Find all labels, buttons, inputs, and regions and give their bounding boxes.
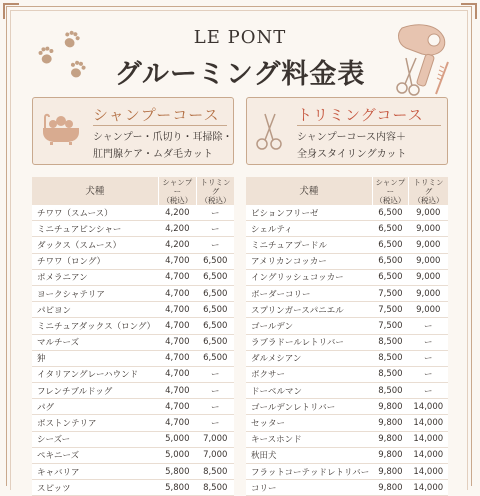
- table-row: [246, 221, 448, 237]
- breed-cell: ボストンテリア: [32, 415, 158, 431]
- trimming-course-description: [297, 129, 407, 163]
- trimming-price-cell: ー: [196, 383, 234, 399]
- table-row: [246, 334, 448, 350]
- shampoo-price-cell: 9,800: [372, 464, 408, 480]
- column-header-breed: 犬種: [32, 177, 158, 205]
- breed-cell: チワワ（スムース）: [32, 205, 158, 221]
- breed-cell: アメリカンコッカー: [246, 253, 372, 269]
- shampoo-price-cell: 6,500: [372, 237, 408, 253]
- breed-cell: イタリアングレーハウンド: [32, 366, 158, 382]
- table-row: [246, 318, 448, 334]
- table-row: [32, 415, 234, 431]
- table-row: [32, 431, 234, 447]
- trimming-price-cell: 14,000: [409, 399, 448, 415]
- trimming-course-title: トリミングコース: [297, 106, 424, 124]
- table-row: [32, 464, 234, 480]
- header-label: トリミング: [200, 177, 231, 196]
- trimming-price-cell: ー: [409, 350, 448, 366]
- table-row: [246, 350, 448, 366]
- breed-cell: スプリンガースパニエル: [246, 302, 372, 318]
- table-row: [32, 253, 234, 269]
- breed-cell: キースホンド: [246, 431, 372, 447]
- breed-cell: スピッツ: [32, 480, 158, 496]
- table-row: [246, 447, 448, 463]
- shampoo-price-cell: 5,800: [158, 464, 196, 480]
- brand-name: LE PONT: [193, 27, 287, 48]
- trimming-price-cell: 6,500: [196, 253, 234, 269]
- table-row: [32, 480, 234, 496]
- trimming-price-cell: ー: [196, 205, 234, 221]
- trimming-price-cell: 9,000: [409, 285, 448, 301]
- shampoo-price-cell: 4,200: [158, 237, 196, 253]
- shampoo-price-cell: 6,500: [372, 205, 408, 221]
- breed-cell: フラットコーテッドレトリバー: [246, 464, 372, 480]
- breed-cell: ドーベルマン: [246, 383, 372, 399]
- shampoo-course-box: [32, 97, 234, 165]
- breed-cell: 秋田犬: [246, 447, 372, 463]
- trimming-price-cell: ー: [409, 366, 448, 382]
- corner-ornament: [3, 3, 19, 19]
- breed-cell: シーズー: [32, 431, 158, 447]
- table-row: [246, 269, 448, 285]
- breed-cell: ペキニーズ: [32, 447, 158, 463]
- trimming-price-cell: 9,000: [409, 221, 448, 237]
- header-label: シャンプー: [162, 177, 193, 196]
- shampoo-price-cell: 6,500: [372, 253, 408, 269]
- breed-cell: セッター: [246, 415, 372, 431]
- shampoo-price-cell: 8,500: [372, 334, 408, 350]
- trimming-price-cell: 9,000: [409, 302, 448, 318]
- trimming-price-cell: 6,500: [196, 334, 234, 350]
- shampoo-price-cell: 6,500: [372, 221, 408, 237]
- table-row: [246, 366, 448, 382]
- shampoo-price-cell: 8,500: [372, 366, 408, 382]
- shampoo-price-cell: 4,700: [158, 302, 196, 318]
- trimming-price-cell: 6,500: [196, 318, 234, 334]
- trimming-price-cell: 6,500: [196, 285, 234, 301]
- trimming-price-cell: ー: [196, 237, 234, 253]
- breed-cell: ボクサー: [246, 366, 372, 382]
- breed-cell: パグ: [32, 399, 158, 415]
- shampoo-price-cell: 7,500: [372, 302, 408, 318]
- breed-cell: 狆: [32, 350, 158, 366]
- table-row: [246, 302, 448, 318]
- breed-cell: チワワ（ロング）: [32, 253, 158, 269]
- shampoo-price-cell: 4,700: [158, 285, 196, 301]
- trimming-price-cell: ー: [196, 366, 234, 382]
- breed-cell: イングリッシュコッカー: [246, 269, 372, 285]
- breed-cell: ゴールデンレトリバー: [246, 399, 372, 415]
- header-tax-label: （税込）: [413, 195, 444, 205]
- shampoo-price-cell: 8,500: [372, 350, 408, 366]
- breed-cell: コリー: [246, 480, 372, 496]
- table-row: [246, 415, 448, 431]
- divider: [93, 125, 227, 126]
- shampoo-price-cell: 9,800: [372, 431, 408, 447]
- shampoo-price-cell: 4,700: [158, 269, 196, 285]
- header-tax-label: （税込）: [200, 195, 231, 205]
- table-row: [32, 302, 234, 318]
- table-row: [32, 366, 234, 382]
- table-row: [32, 383, 234, 399]
- price-table-left: [32, 177, 234, 496]
- table-row: [246, 285, 448, 301]
- shampoo-course-title: シャンプーコース: [93, 106, 220, 124]
- page-title: グルーミング料金表: [114, 59, 366, 90]
- breed-cell: ゴールデン: [246, 318, 372, 334]
- description-line: シャンプー・爪切り・耳掃除・: [93, 132, 233, 143]
- description-line: 肛門腺ケア・ムダ毛カット: [93, 149, 213, 160]
- table-row: [32, 285, 234, 301]
- trimming-price-cell: 14,000: [409, 447, 448, 463]
- shampoo-price-cell: 6,500: [372, 269, 408, 285]
- table-row: [32, 221, 234, 237]
- shampoo-price-cell: 8,500: [372, 383, 408, 399]
- breed-cell: ヨークシャテリア: [32, 285, 158, 301]
- breed-cell: ボーダーコリー: [246, 285, 372, 301]
- trimming-price-cell: ー: [409, 383, 448, 399]
- trimming-price-cell: 14,000: [409, 480, 448, 496]
- trimming-price-cell: ー: [196, 221, 234, 237]
- column-header-trimming: [196, 177, 234, 205]
- trimming-price-cell: 6,500: [196, 350, 234, 366]
- trimming-price-cell: 8,500: [196, 480, 234, 496]
- shampoo-price-cell: 9,800: [372, 415, 408, 431]
- divider: [297, 125, 441, 126]
- description-line: シャンプーコース内容＋: [297, 132, 406, 143]
- column-header-trimming: [409, 177, 448, 205]
- trimming-price-cell: ー: [196, 415, 234, 431]
- shampoo-price-cell: 4,700: [158, 334, 196, 350]
- shampoo-price-cell: 4,700: [158, 383, 196, 399]
- bathtub-icon: [41, 112, 81, 146]
- breed-cell: ダックス（スムース）: [32, 237, 158, 253]
- column-header-shampoo: [158, 177, 196, 205]
- header-tax-label: （税込）: [162, 195, 193, 205]
- trimming-price-cell: ー: [409, 334, 448, 350]
- table-row: [246, 480, 448, 496]
- shampoo-price-cell: 7,500: [372, 318, 408, 334]
- breed-cell: マルチーズ: [32, 334, 158, 350]
- trimming-price-cell: 7,000: [196, 447, 234, 463]
- trimming-price-cell: 6,500: [196, 269, 234, 285]
- scissors-icon: [255, 112, 285, 152]
- trimming-course-box: [246, 97, 448, 165]
- table-row: [246, 237, 448, 253]
- shampoo-price-cell: 5,000: [158, 431, 196, 447]
- breed-cell: シェルティ: [246, 221, 372, 237]
- breed-cell: ミニチュアダックス（ロング）: [32, 318, 158, 334]
- column-header-breed: 犬種: [246, 177, 372, 205]
- corner-ornament: [461, 3, 477, 19]
- table-row: [32, 334, 234, 350]
- trimming-price-cell: 9,000: [409, 269, 448, 285]
- shampoo-price-cell: 5,800: [158, 480, 196, 496]
- breed-cell: ポメラニアン: [32, 269, 158, 285]
- table-row: [246, 464, 448, 480]
- table-row: [246, 383, 448, 399]
- trimming-price-cell: 14,000: [409, 464, 448, 480]
- table-header-row: [32, 177, 234, 205]
- trimming-price-cell: ー: [409, 318, 448, 334]
- breed-cell: ラブラドールレトリバー: [246, 334, 372, 350]
- table-row: [32, 399, 234, 415]
- shampoo-price-cell: 4,700: [158, 350, 196, 366]
- trimming-price-cell: 9,000: [409, 205, 448, 221]
- shampoo-price-cell: 4,200: [158, 205, 196, 221]
- breed-cell: ミニチュアプードル: [246, 237, 372, 253]
- table-row: [32, 205, 234, 221]
- breed-cell: ビションフリーゼ: [246, 205, 372, 221]
- shampoo-price-cell: 4,700: [158, 318, 196, 334]
- shampoo-price-cell: 9,800: [372, 399, 408, 415]
- shampoo-price-cell: 9,800: [372, 480, 408, 496]
- trimming-price-cell: 6,500: [196, 302, 234, 318]
- shampoo-price-cell: 7,500: [372, 285, 408, 301]
- trimming-price-cell: 8,500: [196, 464, 234, 480]
- breed-cell: キャバリア: [32, 464, 158, 480]
- table-row: [32, 237, 234, 253]
- breed-cell: フレンチブルドッグ: [32, 383, 158, 399]
- description-line: 全身スタイリングカット: [297, 149, 407, 160]
- shampoo-price-cell: 4,200: [158, 221, 196, 237]
- trimming-price-cell: 14,000: [409, 431, 448, 447]
- shampoo-price-cell: 9,800: [372, 447, 408, 463]
- shampoo-price-cell: 4,700: [158, 366, 196, 382]
- trimming-price-cell: 9,000: [409, 237, 448, 253]
- header-tax-label: （税込）: [375, 195, 406, 205]
- shampoo-price-cell: 4,700: [158, 253, 196, 269]
- column-header-shampoo: [372, 177, 408, 205]
- breed-cell: ダルメシアン: [246, 350, 372, 366]
- table-row: [246, 253, 448, 269]
- header-label: シャンプー: [375, 177, 406, 196]
- header-label: トリミング: [413, 177, 444, 196]
- trimming-price-cell: 7,000: [196, 431, 234, 447]
- trimming-price-cell: ー: [196, 399, 234, 415]
- trimming-price-cell: 14,000: [409, 415, 448, 431]
- trimming-price-cell: 9,000: [409, 253, 448, 269]
- breed-cell: パピヨン: [32, 302, 158, 318]
- table-row: [32, 350, 234, 366]
- table-row: [32, 447, 234, 463]
- table-row: [246, 431, 448, 447]
- shampoo-price-cell: 5,000: [158, 447, 196, 463]
- table-row: [32, 269, 234, 285]
- shampoo-price-cell: 4,700: [158, 415, 196, 431]
- table-row: [246, 205, 448, 221]
- shampoo-price-cell: 4,700: [158, 399, 196, 415]
- table-row: [246, 399, 448, 415]
- table-row: [32, 318, 234, 334]
- table-header-row: [246, 177, 448, 205]
- shampoo-course-description: [93, 129, 233, 163]
- price-table-right: [246, 177, 448, 496]
- breed-cell: ミニチュアピンシャー: [32, 221, 158, 237]
